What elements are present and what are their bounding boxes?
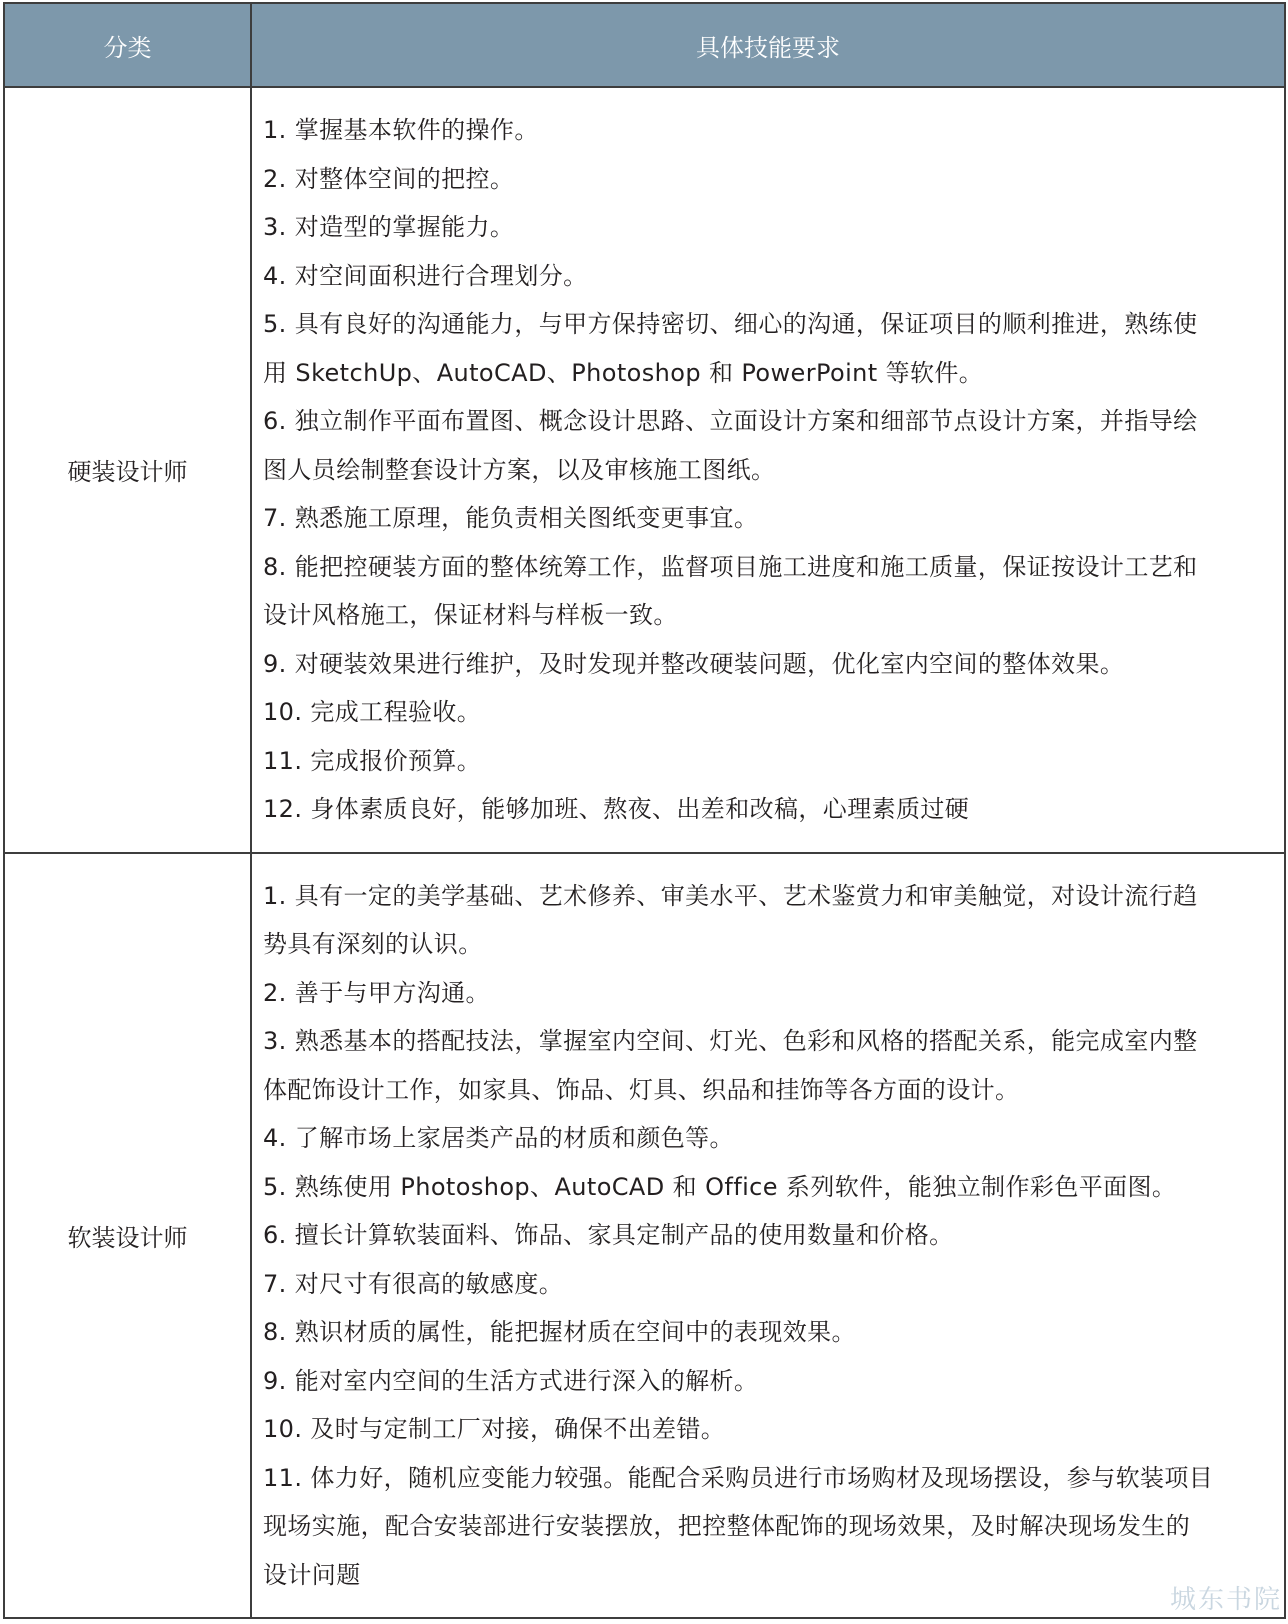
requirement-line: 8. 熟识材质的属性，能把握材质在空间中的表现效果。 [263,1318,856,1346]
requirement-line: 7. 对尺寸有很高的敏感度。 [263,1269,564,1298]
requirement-line: 11. 完成报价预算。 [263,746,482,775]
header-requirements: 具体技能要求 [251,3,1285,87]
requirement-line: 1. 掌握基本软件的操作。 [263,116,539,144]
requirement-line: 势具有深刻的认识。 [263,930,483,958]
requirement-line: 3. 对造型的掌握能力。 [263,213,515,241]
requirement-line: 6. 擅长计算软装面料、饰品、家具定制产品的使用数量和价格。 [263,1221,954,1249]
requirement-line: 4. 了解市场上家居类产品的材质和颜色等。 [263,1124,734,1152]
requirement-line: 用 SketchUp、AutoCAD、Photoshop 和 PowerPoint 等软件。 [263,358,984,387]
skills-table [3,2,1286,1619]
requirement-line: 2. 善于与甲方沟通。 [263,978,490,1007]
requirements-hard-decoration [251,87,1285,853]
requirement-line: 9. 对硬装效果进行维护，及时发现并整改硬装问题，优化室内空间的整体效果。 [263,649,1125,678]
requirement-line: 设计风格施工，保证材料与样板一致。 [263,601,678,629]
requirement-line: 体配饰设计工作，如家具、饰品、灯具、织品和挂饰等各方面的设计。 [263,1075,1020,1104]
table-row [4,87,1285,853]
requirement-line: 1. 具有一定的美学基础、艺术修养、审美水平、艺术鉴赏力和审美触觉，对设计流行趋 [263,881,1198,910]
requirement-line: 5. 熟练使用 Photoshop、AutoCAD 和 Office 系列软件，能独立制作彩色平面图。 [263,1172,1177,1201]
requirement-line: 7. 熟悉施工原理，能负责相关图纸变更事宜。 [263,504,759,532]
requirement-line: 6. 独立制作平面布置图、概念设计思路、立面设计方案和细部节点设计方案，并指导绘 [263,407,1198,435]
requirement-line: 现场实施，配合安装部进行安装摆放，把控整体配饰的现场效果，及时解决现场发生的 [263,1512,1191,1540]
requirements-soft-decoration [251,853,1285,1619]
header-row [4,3,1285,87]
watermark-logo: 城东书院 [1169,1585,1282,1615]
requirement-line: 11. 体力好，随机应变能力较强。能配合采购员进行市场购材及现场摆设，参与软装项目 [263,1463,1214,1492]
requirement-line: 10. 完成工程验收。 [263,698,482,726]
category-hard-decoration: 硬装设计师 [4,87,251,853]
category-soft-decoration: 软装设计师 [4,853,251,1619]
requirement-line: 设计问题 [263,1560,361,1589]
requirement-line: 9. 能对室内空间的生活方式进行深入的解析。 [263,1366,759,1395]
requirement-line: 12. 身体素质良好，能够加班、熬夜、出差和改稿，心理素质过硬 [263,795,970,823]
table-row [4,853,1285,1619]
header-category: 分类 [4,3,251,87]
requirement-line: 3. 熟悉基本的搭配技法，掌握室内空间、灯光、色彩和风格的搭配关系，能完成室内整 [263,1027,1198,1055]
requirement-line: 4. 对空间面积进行合理划分。 [263,261,588,290]
requirement-line: 5. 具有良好的沟通能力，与甲方保持密切、细心的沟通，保证项目的顺利推进，熟练使 [263,310,1198,338]
requirement-line: 图人员绘制整套设计方案，以及审核施工图纸。 [263,455,776,484]
requirement-line: 10. 及时与定制工厂对接，确保不出差错。 [263,1415,726,1443]
requirement-line: 8. 能把控硬装方面的整体统筹工作，监督项目施工进度和施工质量，保证按设计工艺和 [263,552,1198,581]
requirement-line: 2. 对整体空间的把控。 [263,164,515,193]
